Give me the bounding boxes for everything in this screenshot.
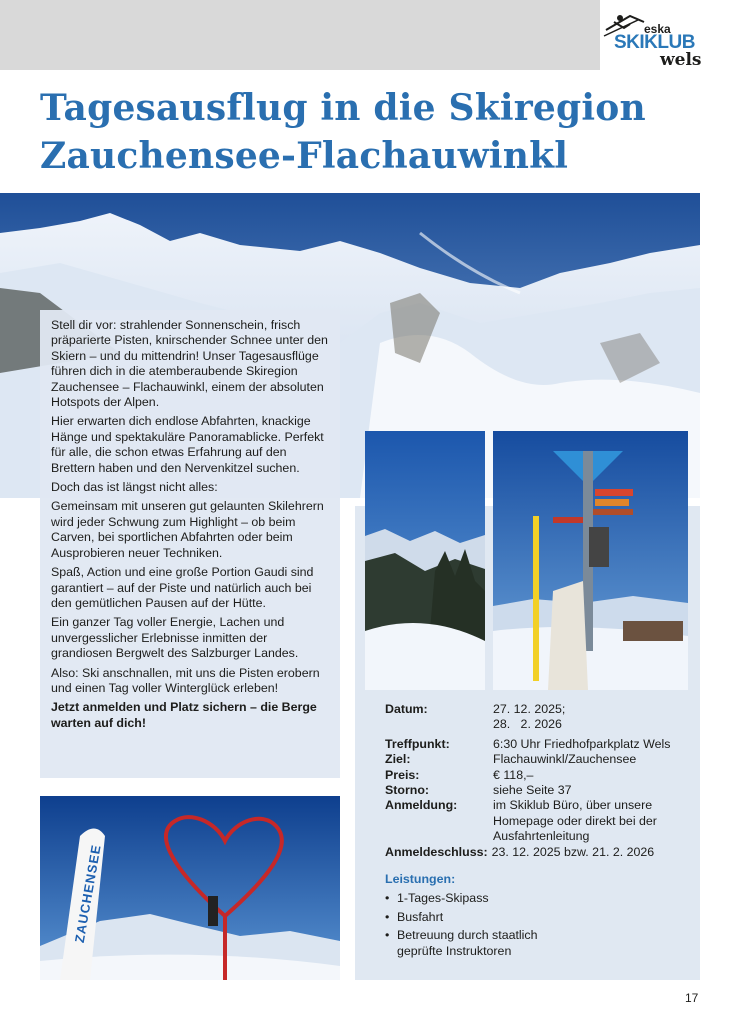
intro-paragraph-3: Doch das ist längst nicht alles: bbox=[51, 480, 218, 495]
info-row-storno bbox=[385, 783, 700, 798]
preis-label: Preis: bbox=[385, 767, 420, 782]
anmeldeschluss-value: 23. 12. 2025 bzw. 21. 2. 2026 bbox=[491, 844, 655, 859]
intro-paragraph-5: Spaß, Action und eine große Portion Gaudi sind garantiert – auf der Piste und natürlich auch bei den gemütlichen Pausen auf der Hütte. bbox=[51, 565, 314, 610]
datum-value-1: 27. 12. 2025; bbox=[493, 702, 566, 716]
skiklub-logo bbox=[600, 8, 700, 68]
treffpunkt-value: 6:30 Uhr Friedhofparkplatz Wels bbox=[493, 736, 671, 751]
datum-value bbox=[493, 702, 700, 733]
info-row-preis bbox=[385, 768, 700, 783]
list-item: • 1-Tages-Skipass bbox=[385, 891, 700, 906]
list-item: • Betreuung durch staatlich geprüfte Instruktoren bbox=[385, 928, 577, 959]
preis-value: € 118,– bbox=[493, 767, 534, 782]
zauchensee-banner-text: ZAUCHENSEE bbox=[71, 843, 104, 944]
trip-info bbox=[385, 702, 700, 962]
ziel-label: Ziel: bbox=[385, 752, 411, 767]
list-item: • Busfahrt bbox=[385, 910, 700, 925]
title-line-2: Zauchensee-Flachauwinkl bbox=[40, 135, 569, 177]
info-row-anmeldeschluss bbox=[385, 845, 700, 860]
info-row-datum bbox=[385, 702, 700, 733]
intro-text-box bbox=[40, 310, 340, 778]
signpost-image bbox=[493, 431, 688, 690]
intro-call-to-action: Jetzt anmelden und Platz sichern – die Berge warten auf dich! bbox=[51, 700, 317, 730]
info-row-anmeldung bbox=[385, 798, 700, 844]
anmeldung-value: im Skiklub Büro, über unsere Homepage oder direkt bei der Ausfahrtenleitung bbox=[493, 798, 657, 844]
logo-skiklub: SKIKLUB bbox=[614, 32, 695, 53]
storno-label: Storno: bbox=[385, 783, 430, 798]
info-row-treffpunkt bbox=[385, 737, 700, 752]
leistungen-list bbox=[385, 891, 700, 959]
intro-paragraph-4: Gemeinsam mit unseren gut gelaunten Skilehrern wird jeder Schwung zum Highlight – ob beim Carven, bei sportlichen Abfahrten oder beim Ausprobieren neuer Techniken. bbox=[51, 499, 324, 560]
mountain-view-image bbox=[365, 431, 485, 690]
info-row-ziel bbox=[385, 752, 700, 767]
page-number: 17 bbox=[685, 991, 699, 1005]
intro-paragraph-1: Stell dir vor: strahlender Sonnenschein, frisch präparierte Pisten, knirschender Schnee unter den Skiern – und du mittendrin! Unser Tagesausflüge führen dich in die atemberaubende Skiregion Zauchensee – Flachauwinkl, einem der absoluten Hotspots der Alpen. bbox=[51, 318, 328, 410]
header-bar bbox=[0, 0, 600, 70]
intro-paragraph-7: Also: Ski anschnallen, mit uns die Pisten erobern und einen Tag voller Winterglück erleben! bbox=[51, 665, 320, 695]
anmeldeschluss-label: Anmeldeschluss: bbox=[385, 844, 488, 859]
datum-label: Datum: bbox=[385, 702, 428, 716]
datum-value-2: 28. 2. 2026 bbox=[493, 717, 562, 732]
ziel-value: Flachauwinkl/Zauchensee bbox=[493, 752, 637, 767]
treffpunkt-label: Treffpunkt: bbox=[385, 736, 450, 751]
intro-paragraph-6: Ein ganzer Tag voller Energie, Lachen und unvergesslicher Erlebnisse inmitten der grandiosen Bergwelt des Salzburger Landes. bbox=[51, 615, 299, 661]
logo-eska: eska bbox=[644, 22, 671, 36]
anmeldung-label: Anmeldung: bbox=[385, 798, 458, 813]
intro-paragraph-2: Hier erwarten dich endlose Abfahrten, knackige Hänge und spektakuläre Panoramablicke. Perfekt für alle, die schon etwas Erfahrung auf den Brettern haben und den Nervenkitzel suchen. bbox=[51, 414, 324, 475]
logo-wels: wels bbox=[660, 50, 702, 70]
storno-value: siehe Seite 37 bbox=[493, 783, 572, 798]
heart-sign-image bbox=[40, 796, 340, 980]
leistungen-heading: Leistungen: bbox=[385, 872, 456, 887]
page-title bbox=[40, 84, 700, 180]
title-line-1: Tagesausflug in die Skiregion bbox=[40, 87, 646, 129]
